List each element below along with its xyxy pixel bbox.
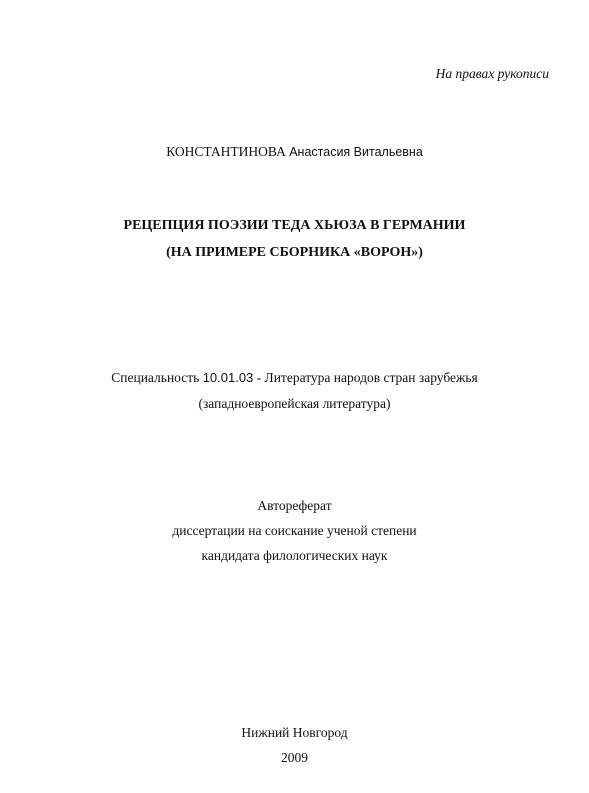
city: Нижний Новгород [241, 725, 348, 740]
specialty-subname: (западноевропейская литература) [198, 396, 391, 411]
dissertation-title-line-1: РЕЦЕПЦИЯ ПОЭЗИИ ТЕДА ХЬЮЗА В ГЕРМАНИИ [123, 218, 466, 233]
dissertation-title-line-2: (НА ПРИМЕРЕ СБОРНИКА «ВОРОН») [166, 245, 423, 260]
year: 2009 [281, 750, 308, 765]
abstract-degree: кандидата филологических наук [201, 548, 388, 563]
specialty-name: - Литература народов стран зарубежья [256, 370, 478, 385]
specialty-code: 10.01.03 [202, 370, 254, 385]
rights-note: На правах рукописи [435, 66, 549, 81]
author-given-names: Анастасия Витальевна [289, 145, 423, 159]
author-name [0, 143, 589, 161]
specialty-line [0, 369, 589, 387]
abstract-purpose: диссертации на соискание ученой степени [172, 523, 417, 538]
specialty-label: Специальность [111, 370, 200, 385]
author-surname: КОНСТАНТИНОВА [166, 144, 286, 159]
abstract-label: Автореферат [257, 498, 332, 513]
